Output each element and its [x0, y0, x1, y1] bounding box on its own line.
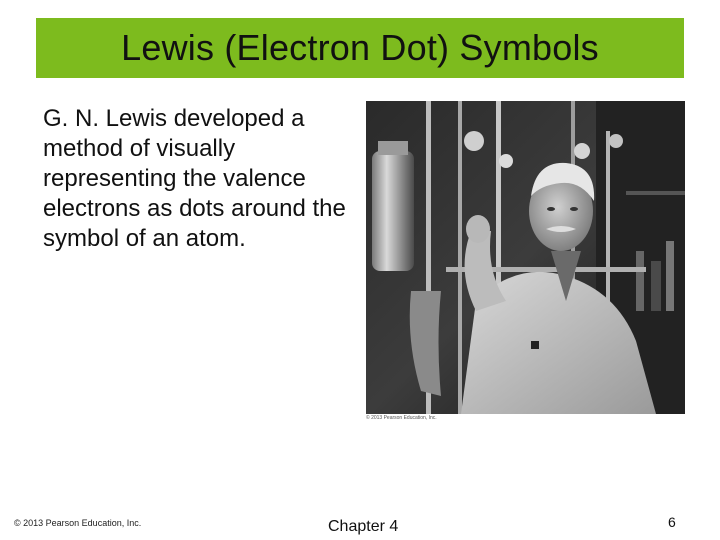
- lewis-photo: [366, 101, 685, 414]
- photo-caption: © 2013 Pearson Education, Inc.: [366, 415, 437, 421]
- footer-copyright: © 2013 Pearson Education, Inc.: [14, 518, 142, 528]
- title-bar: [36, 18, 684, 78]
- body-paragraph: G. N. Lewis developed a method of visually representing the valence electrons as dots around the symbol of an atom.: [43, 105, 346, 252]
- page-number: 6: [668, 514, 676, 530]
- footer-chapter: Chapter 4: [328, 518, 399, 535]
- slide-title: Lewis (Electron Dot) Symbols: [121, 27, 599, 68]
